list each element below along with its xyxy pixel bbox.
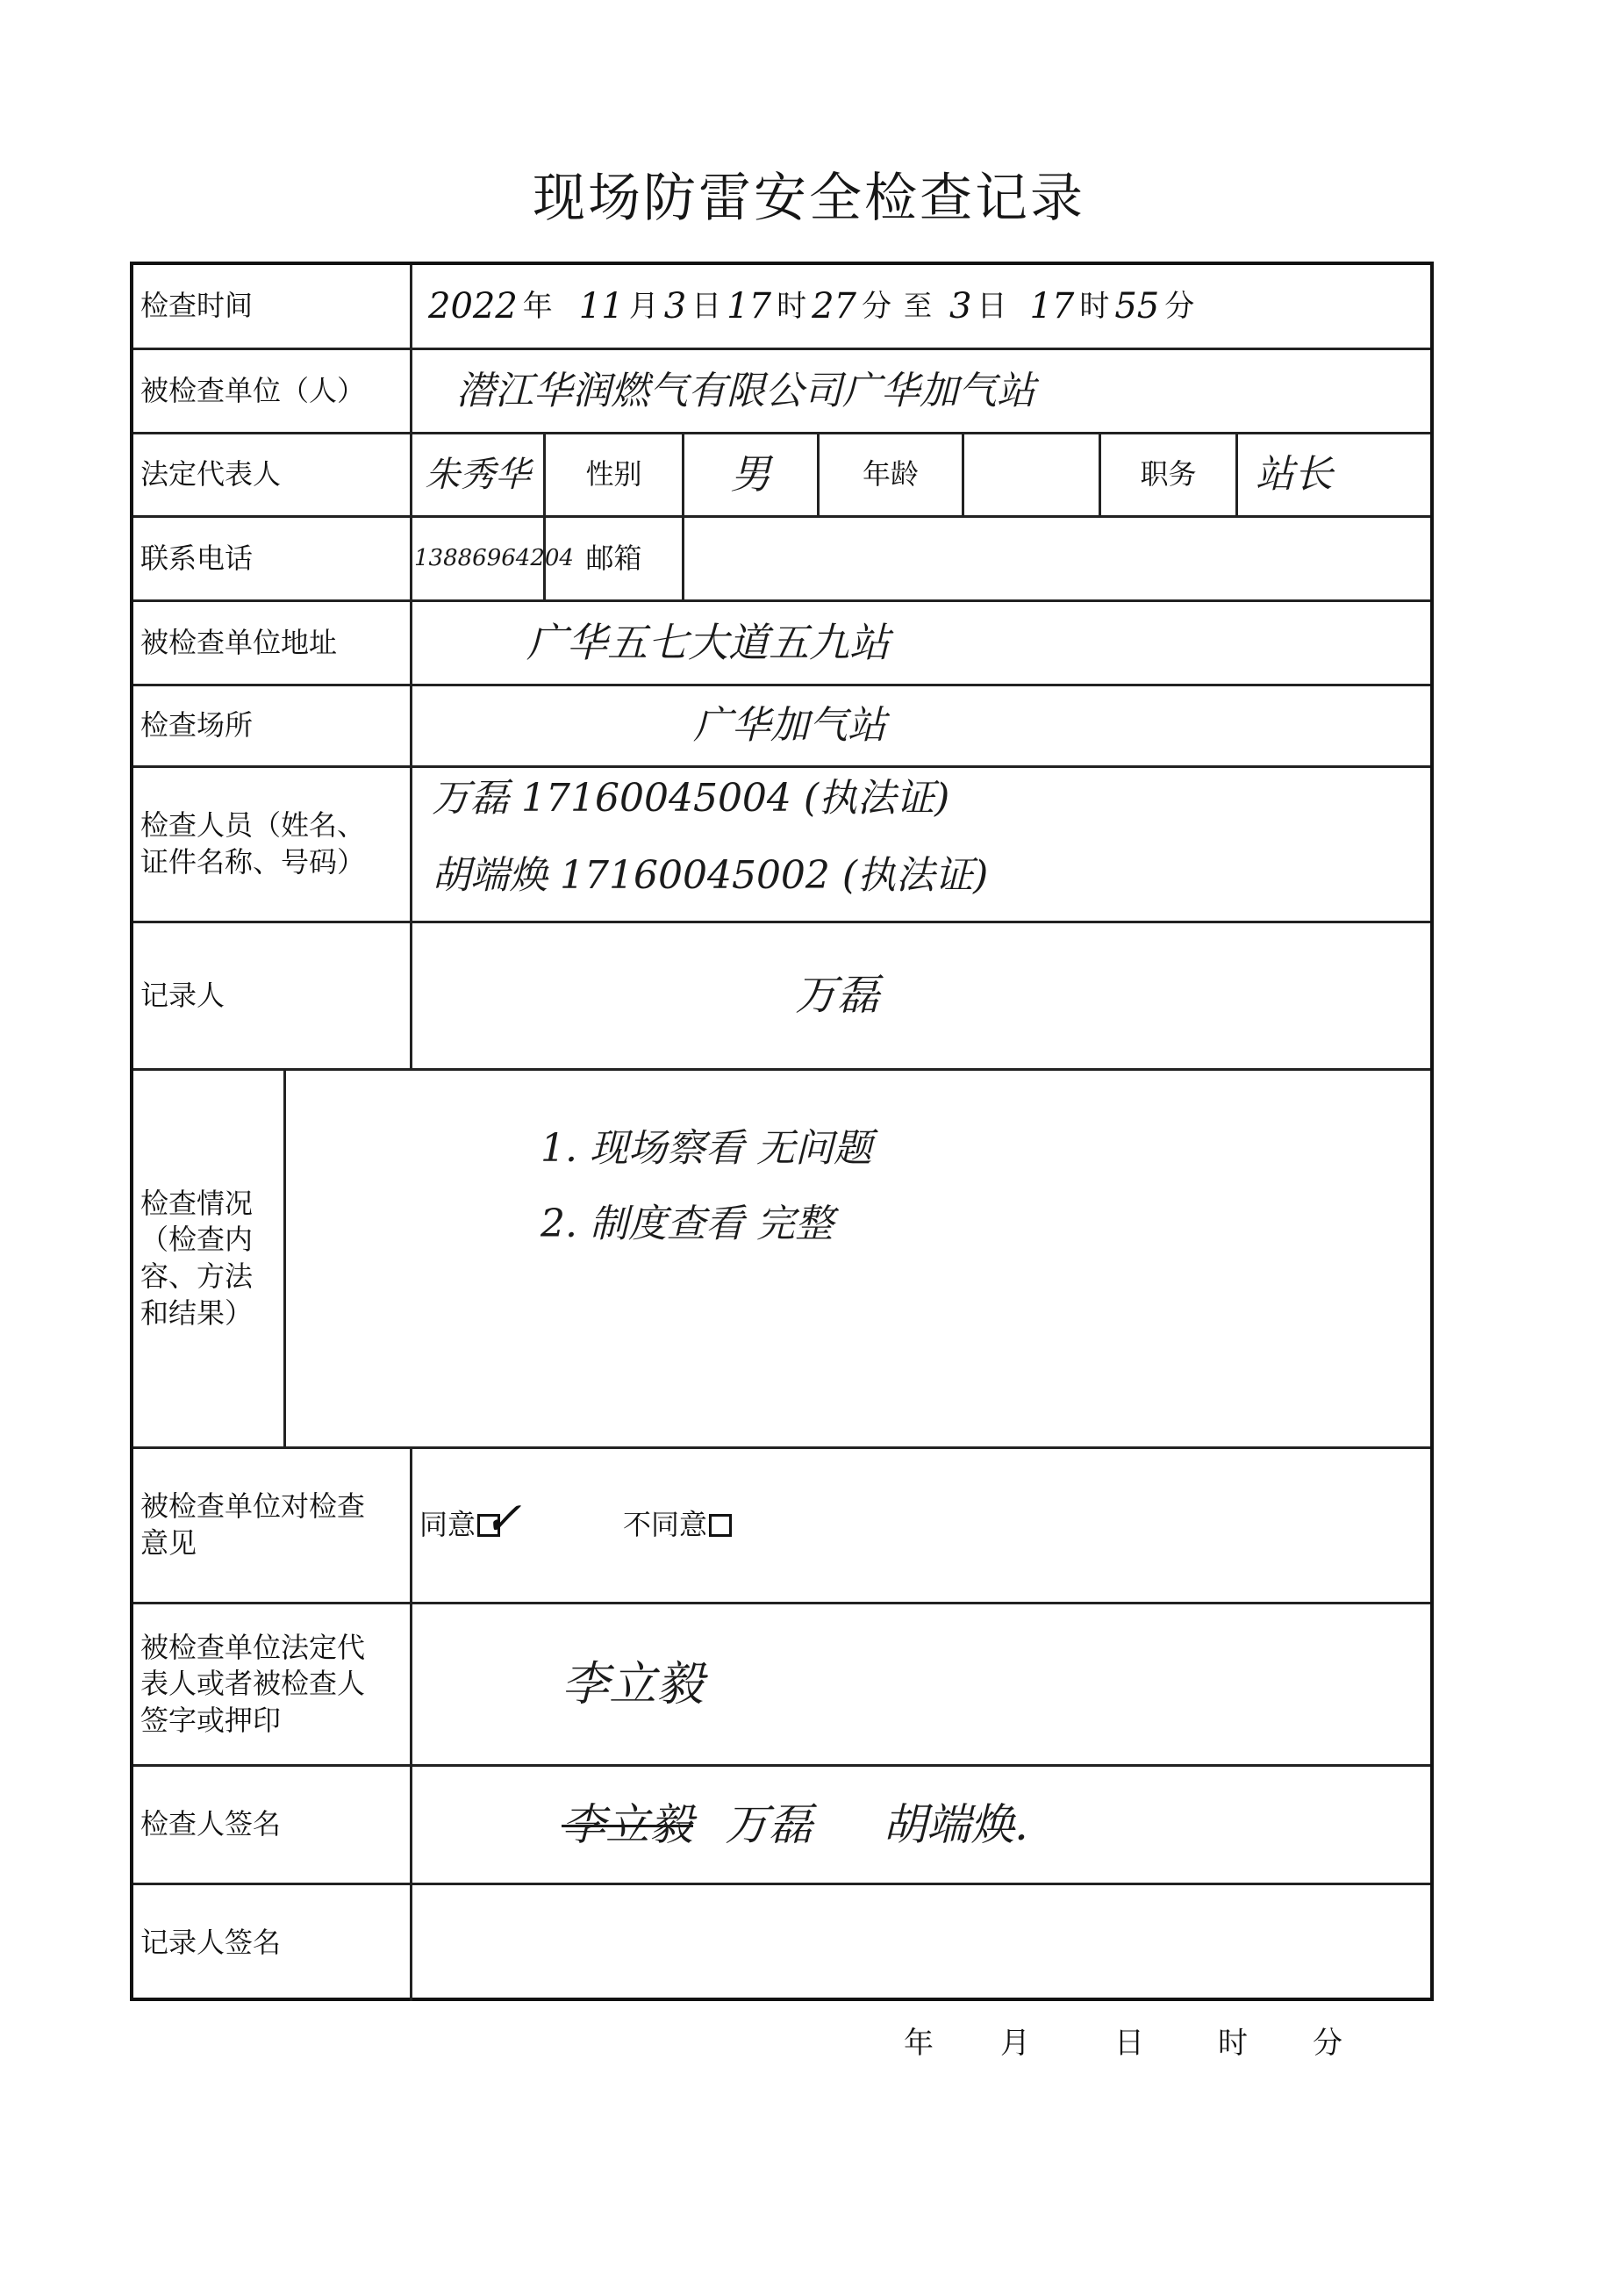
position-label: 职务 [1101,434,1238,515]
row-contact [133,518,1430,602]
opinion-label-line2: 意见 [140,1526,197,1560]
recorder-signature-label: 记录人签名 [133,1885,412,2001]
recorder-value[interactable]: 万磊 [795,971,880,1021]
email-label: 邮箱 [546,518,684,599]
row-inspected-unit [133,350,1430,434]
row-unit-signature [133,1604,1430,1767]
row-legal-rep [133,434,1430,518]
time-start-hour: 17 [727,286,772,326]
recorder-label: 记录人 [133,923,412,1068]
unit-signature-label-line2: 表人或者被检查人 [140,1667,366,1701]
time-start-minute-unit: 分 [861,288,891,324]
row-inspection-time [133,265,1430,350]
inspector-line-2: 胡端焕 17160045002 (执法证) [432,853,989,898]
time-year-unit: 年 [522,288,553,324]
gender-label: 性别 [546,434,684,515]
inspector-line-1: 万磊 17160045004 (执法证) [432,776,950,821]
unit-signature-label-line3: 签字或押印 [140,1703,282,1737]
footer-minute: 分 [1313,2026,1342,2061]
position-value[interactable]: 站长 [1256,452,1333,498]
inspection-time-value[interactable] [412,265,1434,348]
struck-signature: 李立毅 [562,1798,693,1850]
inspected-unit-value[interactable]: 潜江华润燃气有限公司广华加气站 [456,368,1035,413]
age-label: 年龄 [820,434,964,515]
row-findings [133,1071,1430,1449]
row-inspector-signature [133,1767,1430,1885]
inspector-signature-label: 检查人签名 [133,1767,412,1883]
form-title: 现场防雷安全检查记录 [533,168,1085,229]
finding-item-2: 2. 制度查看 完整 [541,1202,834,1246]
time-year: 2022 [428,286,518,326]
unit-signature-label-line1: 被检查单位法定代 [140,1630,366,1664]
agree-checkbox[interactable] [477,1493,522,1546]
disagree-checkbox[interactable] [709,1514,732,1537]
findings-label-line4: 和结果） [140,1295,254,1330]
footer-month: 月 [1000,2026,1030,2061]
row-recorder-signature [133,1885,1430,2001]
inspectors-label-line1: 检查人员（姓名、 [140,808,366,843]
phone-value[interactable]: 13886964204 [412,518,546,599]
inspectors-label-line2: 证件名称、号码） [140,845,366,879]
time-end-day-unit: 日 [977,288,1007,324]
time-end-hour-unit: 时 [1079,288,1110,324]
time-end-minute: 55 [1114,286,1160,326]
agree-tick: ✓ [483,1493,522,1546]
time-start-hour-unit: 时 [777,288,807,324]
inspection-form [130,262,1434,2001]
finding-item-1: 1. 现场察看 无问题 [541,1126,872,1171]
inspectors-label [133,768,412,921]
time-start-minute: 27 [812,286,856,326]
unit-signature-value[interactable]: 李立毅 [562,1655,704,1711]
inspectors-value[interactable] [412,768,1434,921]
time-start-day-unit: 日 [691,288,722,324]
time-month-unit: 月 [628,288,659,324]
opinion-label [133,1449,412,1602]
findings-label-line1: 检查情况 [140,1186,254,1220]
findings-label-line2: （检查内 [140,1223,254,1257]
findings-value[interactable] [286,1071,1434,1446]
findings-label [133,1071,286,1446]
row-site [133,686,1430,768]
unit-signature-label [133,1604,412,1764]
address-label: 被检查单位地址 [133,602,412,684]
time-month: 11 [578,286,624,326]
opinion-value [412,1449,1434,1602]
findings-label-line3: 容、方法 [140,1259,254,1293]
gender-value[interactable]: 男 [684,434,820,515]
time-end-day: 3 [949,286,972,326]
inspection-time-label: 检查时间 [133,265,412,348]
footer-day: 日 [1114,2026,1144,2061]
contact-label: 联系电话 [133,518,412,599]
time-start-day: 3 [663,286,687,326]
row-address [133,602,1430,686]
recorder-signature-value[interactable] [412,1885,1434,2001]
row-opinion [133,1449,1430,1604]
time-to: 至 [903,289,932,323]
address-value[interactable]: 广华五七大道五九站 [526,618,890,666]
legal-rep-name[interactable]: 朱秀华 [412,434,546,515]
inspector-signature-2: 胡端焕. [883,1798,1028,1850]
inspector-signature-value[interactable] [412,1767,1434,1883]
disagree-label: 不同意 [623,1508,708,1542]
email-value[interactable] [684,518,1434,599]
legal-rep-label: 法定代表人 [133,434,412,515]
footer-year: 年 [904,2026,934,2061]
row-inspectors [133,768,1430,923]
site-value[interactable]: 广华加气站 [693,703,886,749]
row-recorder [133,923,1430,1071]
site-label: 检查场所 [133,686,412,765]
footer-hour: 时 [1218,2026,1248,2061]
inspected-unit-label: 被检查单位（人） [133,350,412,432]
opinion-label-line1: 被检查单位对检查 [140,1489,366,1524]
time-end-hour: 17 [1029,286,1075,326]
age-value[interactable] [964,434,1101,515]
agree-label: 同意 [419,1508,476,1542]
inspector-signature-1: 万磊 [725,1798,813,1850]
time-end-minute-unit: 分 [1164,288,1195,324]
